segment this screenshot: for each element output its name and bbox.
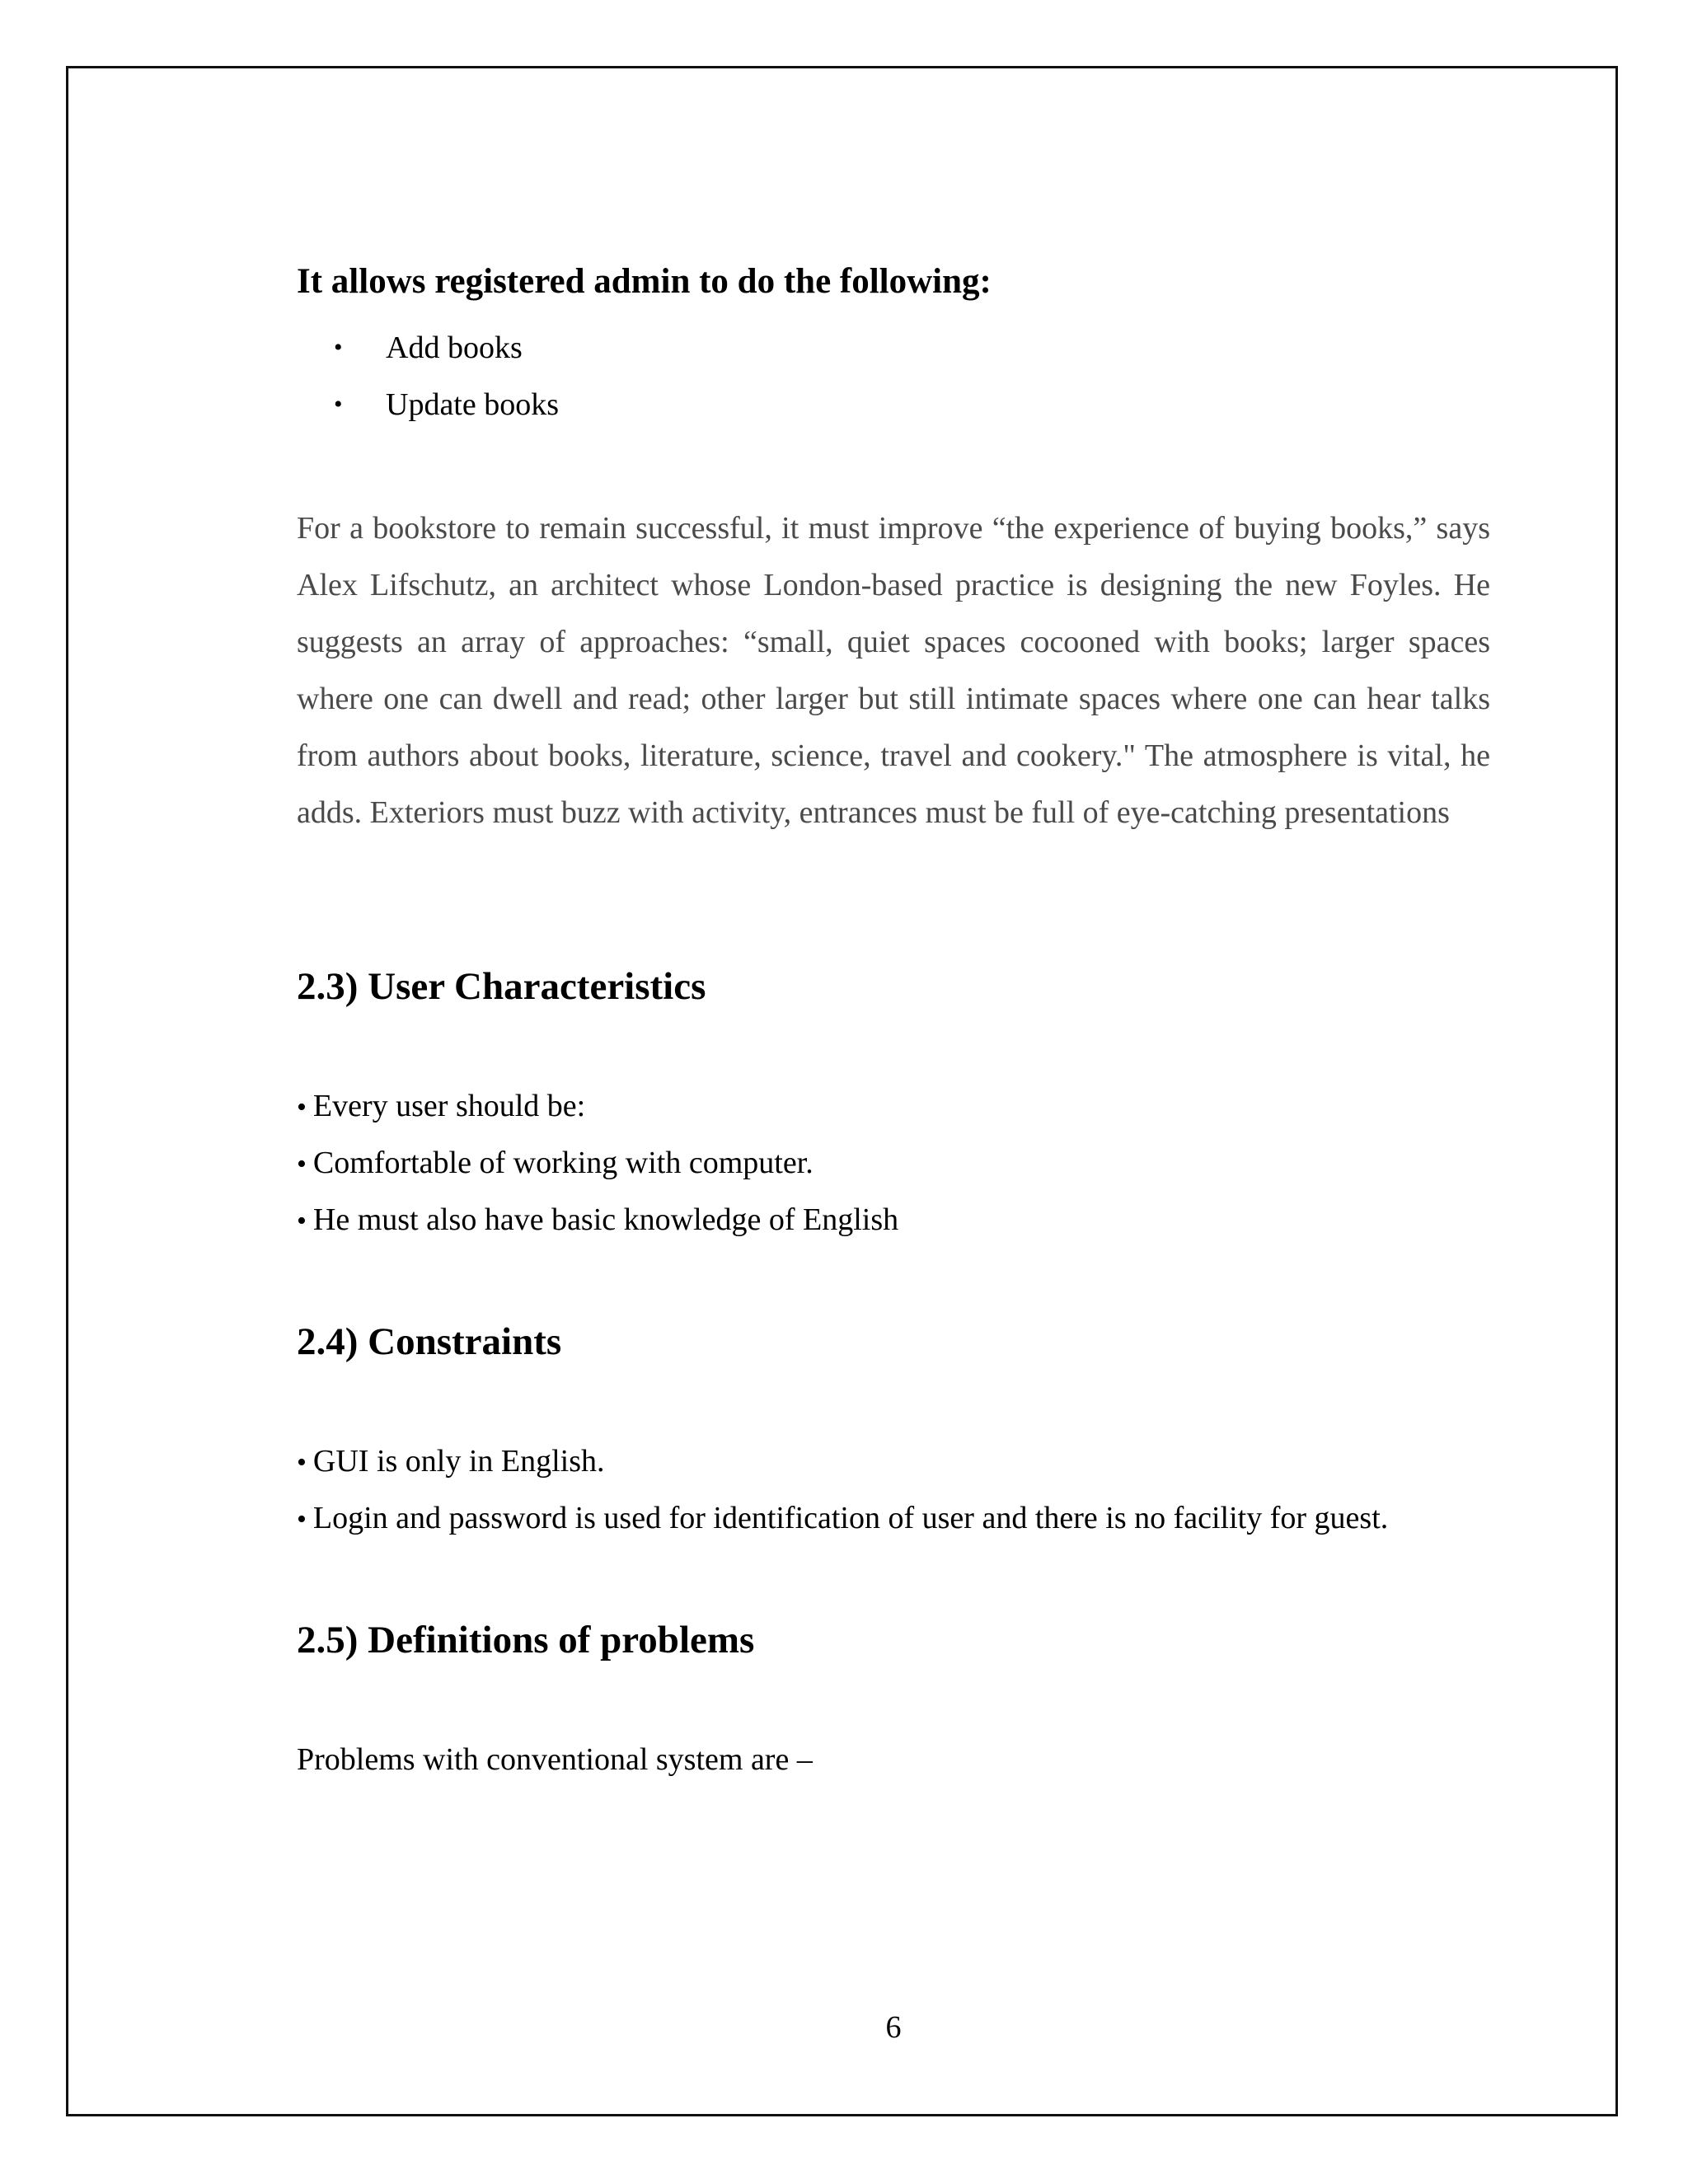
section-heading-constraints: 2.4) Constraints bbox=[297, 1320, 562, 1363]
bullet-icon: • bbox=[297, 1447, 307, 1478]
list-item bbox=[297, 1493, 1388, 1550]
list-item-text: Login and password is used for identification of user and there is no facility for guest. bbox=[312, 1501, 1389, 1535]
bullet-icon: • bbox=[297, 1092, 307, 1122]
bullet-icon: • bbox=[334, 334, 343, 361]
admin-actions-list bbox=[297, 323, 559, 437]
list-item-text: Add books bbox=[386, 330, 523, 365]
list-item bbox=[297, 1195, 898, 1252]
definitions-text: Problems with conventional system are – bbox=[297, 1742, 813, 1777]
list-item-text: Every user should be: bbox=[312, 1089, 586, 1123]
body-paragraph: For a bookstore to remain successful, it must improve “the experience of buying books,” says Alex Lifschutz, an architect whose London-based practice is designing the new Foyles. He suggests an array of approaches: “small, quiet spaces cocooned with books; larger spaces where one can dwell and read; other larger but still intimate spaces where one can hear talks from authors about books, literature, science, travel and cookery." The atmosphere is vital, he adds. Exteriors must buzz with activity, entrances must be full of eye-catching presentations bbox=[297, 511, 1490, 830]
bullet-icon: • bbox=[297, 1149, 307, 1179]
section-heading-user-characteristics: 2.3) User Characteristics bbox=[297, 965, 706, 1008]
bullet-icon: • bbox=[334, 391, 343, 418]
intro-heading: It allows registered admin to do the following: bbox=[297, 262, 992, 301]
list-item-text: Update books bbox=[386, 387, 560, 422]
list-item-text: GUI is only in English. bbox=[312, 1444, 605, 1479]
user-characteristics-list bbox=[297, 1081, 898, 1252]
bullet-icon: • bbox=[297, 1504, 307, 1535]
list-item bbox=[297, 1081, 898, 1138]
page-number: 6 bbox=[885, 2010, 902, 2045]
constraints-list bbox=[297, 1436, 1388, 1550]
section-heading-definitions: 2.5) Definitions of problems bbox=[297, 1619, 755, 1661]
list-item bbox=[297, 380, 559, 437]
list-item-text: He must also have basic knowledge of English bbox=[312, 1202, 899, 1237]
list-item-text: Comfortable of working with computer. bbox=[312, 1146, 814, 1180]
list-item bbox=[297, 1138, 898, 1195]
list-item bbox=[297, 1436, 1388, 1493]
list-item bbox=[297, 323, 559, 380]
bullet-icon: • bbox=[297, 1206, 307, 1236]
